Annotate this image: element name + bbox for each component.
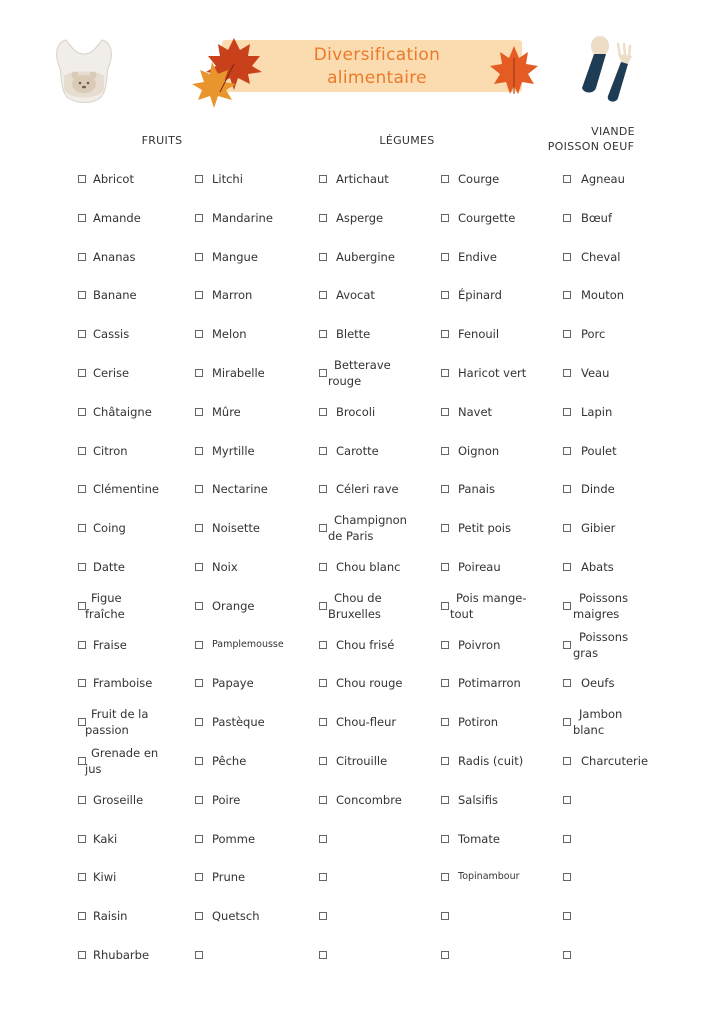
food-item-label-line-2: Bruxelles bbox=[328, 606, 381, 621]
food-item-label-line-2: rouge bbox=[328, 374, 362, 388]
food-item-label: Mangue bbox=[212, 249, 258, 264]
food-item-label: Kaki bbox=[93, 831, 118, 846]
food-item-label bbox=[328, 512, 418, 544]
food-item-label: Litchi bbox=[212, 172, 243, 186]
checkbox[interactable] bbox=[441, 330, 449, 338]
food-item-label-line-2: jus bbox=[85, 762, 102, 776]
food-item-label: Oeufs bbox=[581, 676, 615, 691]
food-item-label bbox=[573, 706, 663, 738]
checkbox[interactable] bbox=[441, 912, 449, 920]
food-item-label: Pamplemousse bbox=[212, 638, 284, 650]
food-item-label: Agneau bbox=[581, 172, 625, 186]
checkbox[interactable] bbox=[195, 563, 203, 571]
checkbox[interactable] bbox=[563, 447, 571, 455]
food-item-label: Navet bbox=[458, 404, 493, 419]
checkbox[interactable] bbox=[319, 641, 327, 649]
checkbox[interactable] bbox=[78, 447, 86, 455]
checkbox[interactable] bbox=[195, 330, 203, 338]
checkbox[interactable] bbox=[78, 524, 86, 532]
food-item-label: Mirabelle bbox=[212, 366, 265, 380]
checkbox[interactable] bbox=[195, 524, 203, 532]
checkbox[interactable] bbox=[563, 524, 571, 532]
checkbox[interactable] bbox=[563, 679, 571, 687]
food-item-label: Chou-fleur bbox=[336, 715, 397, 730]
food-item-label: Céleri rave bbox=[336, 482, 399, 497]
checkbox[interactable] bbox=[78, 485, 86, 493]
checkbox[interactable] bbox=[319, 330, 327, 338]
food-item-label: Carotte bbox=[336, 443, 379, 458]
checkbox[interactable] bbox=[319, 253, 327, 261]
food-item-label-line-1: Champignon bbox=[334, 513, 407, 528]
food-item-label: Kiwi bbox=[93, 870, 117, 885]
checkbox[interactable] bbox=[319, 369, 327, 377]
food-item-label: Veau bbox=[581, 366, 610, 380]
checkbox[interactable] bbox=[195, 291, 203, 299]
checkbox[interactable] bbox=[195, 679, 203, 687]
food-item-label: Courgette bbox=[458, 210, 516, 225]
food-item-label: Lapin bbox=[581, 404, 613, 419]
checkbox[interactable] bbox=[563, 835, 571, 843]
checkbox[interactable] bbox=[563, 291, 571, 299]
food-item-label-line-1: Betterave bbox=[334, 358, 391, 372]
checkbox[interactable] bbox=[195, 641, 203, 649]
checkbox[interactable] bbox=[563, 602, 571, 610]
checkbox[interactable] bbox=[195, 369, 203, 377]
checkbox[interactable] bbox=[441, 408, 449, 416]
food-item-label-line-2: gras bbox=[573, 645, 599, 660]
checkbox[interactable] bbox=[78, 873, 86, 881]
food-item-label: Clémentine bbox=[93, 482, 159, 497]
food-item-label: Blette bbox=[336, 327, 371, 342]
checkbox[interactable] bbox=[319, 214, 327, 222]
title-line-2: alimentaire bbox=[327, 68, 427, 88]
checkbox[interactable] bbox=[441, 679, 449, 687]
food-item-label: Noisette bbox=[212, 521, 260, 536]
checkbox[interactable] bbox=[319, 912, 327, 920]
food-item-label: Orange bbox=[212, 598, 255, 613]
checkbox[interactable] bbox=[319, 951, 327, 959]
checkbox[interactable] bbox=[195, 214, 203, 222]
food-item-label: Rhubarbe bbox=[93, 948, 150, 962]
food-item-label-line-1: Pois mange- bbox=[456, 590, 527, 605]
food-item-label bbox=[328, 590, 418, 622]
food-item-label: Gibier bbox=[581, 521, 616, 536]
checkbox[interactable] bbox=[78, 291, 86, 299]
checkbox[interactable] bbox=[319, 796, 327, 804]
checkbox[interactable] bbox=[563, 253, 571, 261]
food-item-label: Panais bbox=[458, 482, 495, 497]
checkbox[interactable] bbox=[441, 718, 449, 726]
food-item-label: Endive bbox=[458, 249, 497, 264]
checkbox[interactable] bbox=[195, 796, 203, 804]
food-item-label: Topinambour bbox=[458, 871, 520, 883]
food-item-label: Fraise bbox=[93, 637, 127, 652]
food-item-label bbox=[85, 745, 175, 777]
checkbox[interactable] bbox=[441, 485, 449, 493]
checkbox[interactable] bbox=[319, 602, 327, 610]
checkbox[interactable] bbox=[78, 369, 86, 377]
food-item-label: Avocat bbox=[336, 288, 375, 303]
food-item-label: Poireau bbox=[458, 560, 501, 574]
food-item-label: Haricot vert bbox=[458, 366, 527, 380]
checkbox[interactable] bbox=[78, 796, 86, 804]
food-item-label: Marron bbox=[212, 288, 253, 303]
checkbox[interactable] bbox=[441, 796, 449, 804]
food-item-label-line-2: blanc bbox=[573, 723, 605, 738]
food-item-label: Noix bbox=[212, 560, 238, 574]
checkbox[interactable] bbox=[78, 408, 86, 416]
checkbox[interactable] bbox=[78, 253, 86, 261]
food-item-label bbox=[85, 706, 175, 738]
checkbox[interactable] bbox=[563, 369, 571, 377]
checkbox[interactable] bbox=[319, 718, 327, 726]
food-item-label: Concombre bbox=[336, 792, 402, 807]
checkbox[interactable] bbox=[441, 641, 449, 649]
food-item-label: Chou frisé bbox=[336, 637, 395, 652]
checkbox[interactable] bbox=[441, 757, 449, 765]
food-item-label: Chou blanc bbox=[336, 560, 401, 574]
checkbox[interactable] bbox=[195, 912, 203, 920]
checkbox[interactable] bbox=[563, 951, 571, 959]
food-item-label: Abats bbox=[581, 560, 614, 574]
food-item-label: Brocoli bbox=[336, 404, 376, 419]
checkbox[interactable] bbox=[441, 873, 449, 881]
checkbox[interactable] bbox=[319, 175, 327, 183]
food-item-label-line-1: Poissons bbox=[579, 629, 629, 644]
food-item-label: Ananas bbox=[93, 249, 136, 264]
checkbox[interactable] bbox=[319, 408, 327, 416]
checkbox[interactable] bbox=[195, 408, 203, 416]
food-item-label: Poire bbox=[212, 792, 241, 807]
food-item-label-line-2: maigres bbox=[573, 606, 620, 621]
header-legumes: LÉGUMES bbox=[379, 134, 435, 147]
checkbox[interactable] bbox=[563, 641, 571, 649]
checkbox[interactable] bbox=[441, 214, 449, 222]
food-item-label: Coing bbox=[93, 521, 126, 536]
food-item-label: Amande bbox=[93, 210, 141, 225]
food-item-label: Petit pois bbox=[458, 521, 511, 536]
food-item-label-line-1: Fruit de la bbox=[91, 707, 149, 722]
food-item-label: Potimarron bbox=[458, 676, 521, 691]
food-item-label: Cassis bbox=[93, 327, 130, 342]
food-item-label-line-1: Jambon bbox=[579, 707, 623, 722]
checkbox[interactable] bbox=[319, 679, 327, 687]
food-item-label-line-1: Chou de bbox=[334, 590, 382, 605]
checkbox[interactable] bbox=[563, 563, 571, 571]
food-item-label-line-2: passion bbox=[85, 723, 129, 738]
header-viande-line-1: VIANDE bbox=[591, 125, 635, 138]
food-item-label: Cerise bbox=[93, 366, 130, 380]
checkbox[interactable] bbox=[319, 563, 327, 571]
food-item-label: Porc bbox=[581, 327, 606, 342]
food-item-label: Papaye bbox=[212, 676, 254, 691]
food-item-label: Artichaut bbox=[336, 172, 389, 186]
food-item-label bbox=[450, 590, 540, 622]
food-item-label: Salsifis bbox=[458, 792, 498, 807]
food-item-label: Cheval bbox=[581, 249, 621, 264]
food-item-label bbox=[573, 629, 663, 661]
food-item-label: Mûre bbox=[212, 404, 241, 419]
food-item-label: Radis (cuit) bbox=[458, 754, 524, 768]
checkbox[interactable] bbox=[563, 330, 571, 338]
food-item-label: Abricot bbox=[93, 172, 134, 186]
checkbox[interactable] bbox=[563, 873, 571, 881]
food-item-label: Dinde bbox=[581, 482, 615, 497]
baby-cutlery-icon bbox=[566, 30, 646, 106]
food-item-label: Asperge bbox=[336, 210, 384, 225]
checkbox[interactable] bbox=[563, 214, 571, 222]
checkbox[interactable] bbox=[78, 679, 86, 687]
food-item-label: Poivron bbox=[458, 637, 501, 652]
food-item-label-line-1: Poissons bbox=[579, 590, 629, 605]
checkbox[interactable] bbox=[78, 214, 86, 222]
checkbox[interactable] bbox=[78, 835, 86, 843]
checkbox[interactable] bbox=[195, 757, 203, 765]
food-item-label: Framboise bbox=[93, 676, 153, 691]
food-item-label: Aubergine bbox=[336, 249, 395, 264]
checkbox[interactable] bbox=[319, 757, 327, 765]
food-item-label: Châtaigne bbox=[93, 404, 152, 419]
checkbox[interactable] bbox=[78, 563, 86, 571]
food-item-label bbox=[573, 590, 663, 622]
food-item-label: Fenouil bbox=[458, 327, 500, 342]
food-item-label: Raisin bbox=[93, 909, 128, 924]
food-item-label bbox=[328, 357, 418, 389]
food-item-label-line-2: tout bbox=[450, 606, 474, 621]
checkbox[interactable] bbox=[195, 873, 203, 881]
checkbox[interactable] bbox=[319, 873, 327, 881]
checkbox[interactable] bbox=[563, 485, 571, 493]
checkbox[interactable] bbox=[78, 951, 86, 959]
food-item-label: Pomme bbox=[212, 831, 256, 846]
food-item-label-line-1: Grenade en bbox=[91, 746, 159, 760]
checkbox[interactable] bbox=[195, 447, 203, 455]
food-item-label: Courge bbox=[458, 172, 500, 186]
page-title bbox=[222, 44, 532, 90]
food-item-label: Mouton bbox=[581, 288, 625, 303]
food-item-label: Pastèque bbox=[212, 715, 265, 730]
bib-icon bbox=[52, 34, 116, 106]
food-item-label: Melon bbox=[212, 327, 247, 342]
food-item-label: Tomate bbox=[458, 831, 500, 846]
header-viande bbox=[536, 124, 646, 154]
checkbox[interactable] bbox=[441, 291, 449, 299]
food-item-label: Pêche bbox=[212, 754, 247, 768]
checkbox[interactable] bbox=[319, 291, 327, 299]
food-item-label: Poulet bbox=[581, 443, 617, 458]
food-item-label: Oignon bbox=[458, 443, 500, 458]
checkbox[interactable] bbox=[441, 175, 449, 183]
checkbox[interactable] bbox=[195, 602, 203, 610]
food-item-label: Épinard bbox=[458, 288, 502, 303]
checkbox[interactable] bbox=[195, 253, 203, 261]
food-item-label: Chou rouge bbox=[336, 676, 403, 691]
food-item-label: Potiron bbox=[458, 715, 499, 730]
food-item-label: Prune bbox=[212, 870, 246, 885]
checkbox[interactable] bbox=[78, 175, 86, 183]
header-fruits: FRUITS bbox=[141, 134, 183, 147]
checkbox[interactable] bbox=[441, 253, 449, 261]
checkbox[interactable] bbox=[563, 718, 571, 726]
checkbox[interactable] bbox=[195, 835, 203, 843]
checkbox[interactable] bbox=[319, 524, 327, 532]
checkbox[interactable] bbox=[195, 718, 203, 726]
checkbox[interactable] bbox=[563, 912, 571, 920]
food-item-label-line-2: fraîche bbox=[85, 606, 125, 621]
food-item-label: Nectarine bbox=[212, 482, 268, 497]
food-item-label: Myrtille bbox=[212, 443, 255, 458]
food-item-label-line-2: de Paris bbox=[328, 529, 374, 544]
food-item-label: Banane bbox=[93, 288, 137, 303]
title-line-1: Diversification bbox=[313, 45, 441, 65]
checkbox[interactable] bbox=[441, 602, 449, 610]
checkbox[interactable] bbox=[195, 485, 203, 493]
checkbox[interactable] bbox=[195, 175, 203, 183]
food-item-label: Charcuterie bbox=[581, 754, 649, 768]
checkbox[interactable] bbox=[441, 524, 449, 532]
checkbox[interactable] bbox=[319, 485, 327, 493]
checkbox[interactable] bbox=[441, 563, 449, 571]
food-item-label-line-1: Figue bbox=[91, 590, 122, 605]
checkbox[interactable] bbox=[563, 175, 571, 183]
checkbox[interactable] bbox=[319, 835, 327, 843]
food-item-label: Quetsch bbox=[212, 909, 260, 924]
food-item-label bbox=[85, 590, 175, 622]
checkbox[interactable] bbox=[563, 408, 571, 416]
checkbox[interactable] bbox=[78, 641, 86, 649]
header-viande-line-2: POISSON OEUF bbox=[547, 140, 635, 153]
food-item-label: Citrouille bbox=[336, 754, 388, 768]
checkbox[interactable] bbox=[441, 369, 449, 377]
checkbox[interactable] bbox=[441, 447, 449, 455]
checkbox[interactable] bbox=[563, 757, 571, 765]
food-item-label: Bœuf bbox=[581, 210, 612, 225]
checkbox[interactable] bbox=[78, 330, 86, 338]
checkbox[interactable] bbox=[441, 835, 449, 843]
checkbox[interactable] bbox=[441, 951, 449, 959]
checkbox[interactable] bbox=[563, 796, 571, 804]
food-item-label: Mandarine bbox=[212, 210, 273, 225]
food-item-label: Citron bbox=[93, 443, 128, 458]
food-item-label: Groseille bbox=[93, 792, 144, 807]
food-item-label: Datte bbox=[93, 560, 125, 574]
checkbox[interactable] bbox=[195, 951, 203, 959]
checkbox[interactable] bbox=[319, 447, 327, 455]
checkbox[interactable] bbox=[78, 912, 86, 920]
